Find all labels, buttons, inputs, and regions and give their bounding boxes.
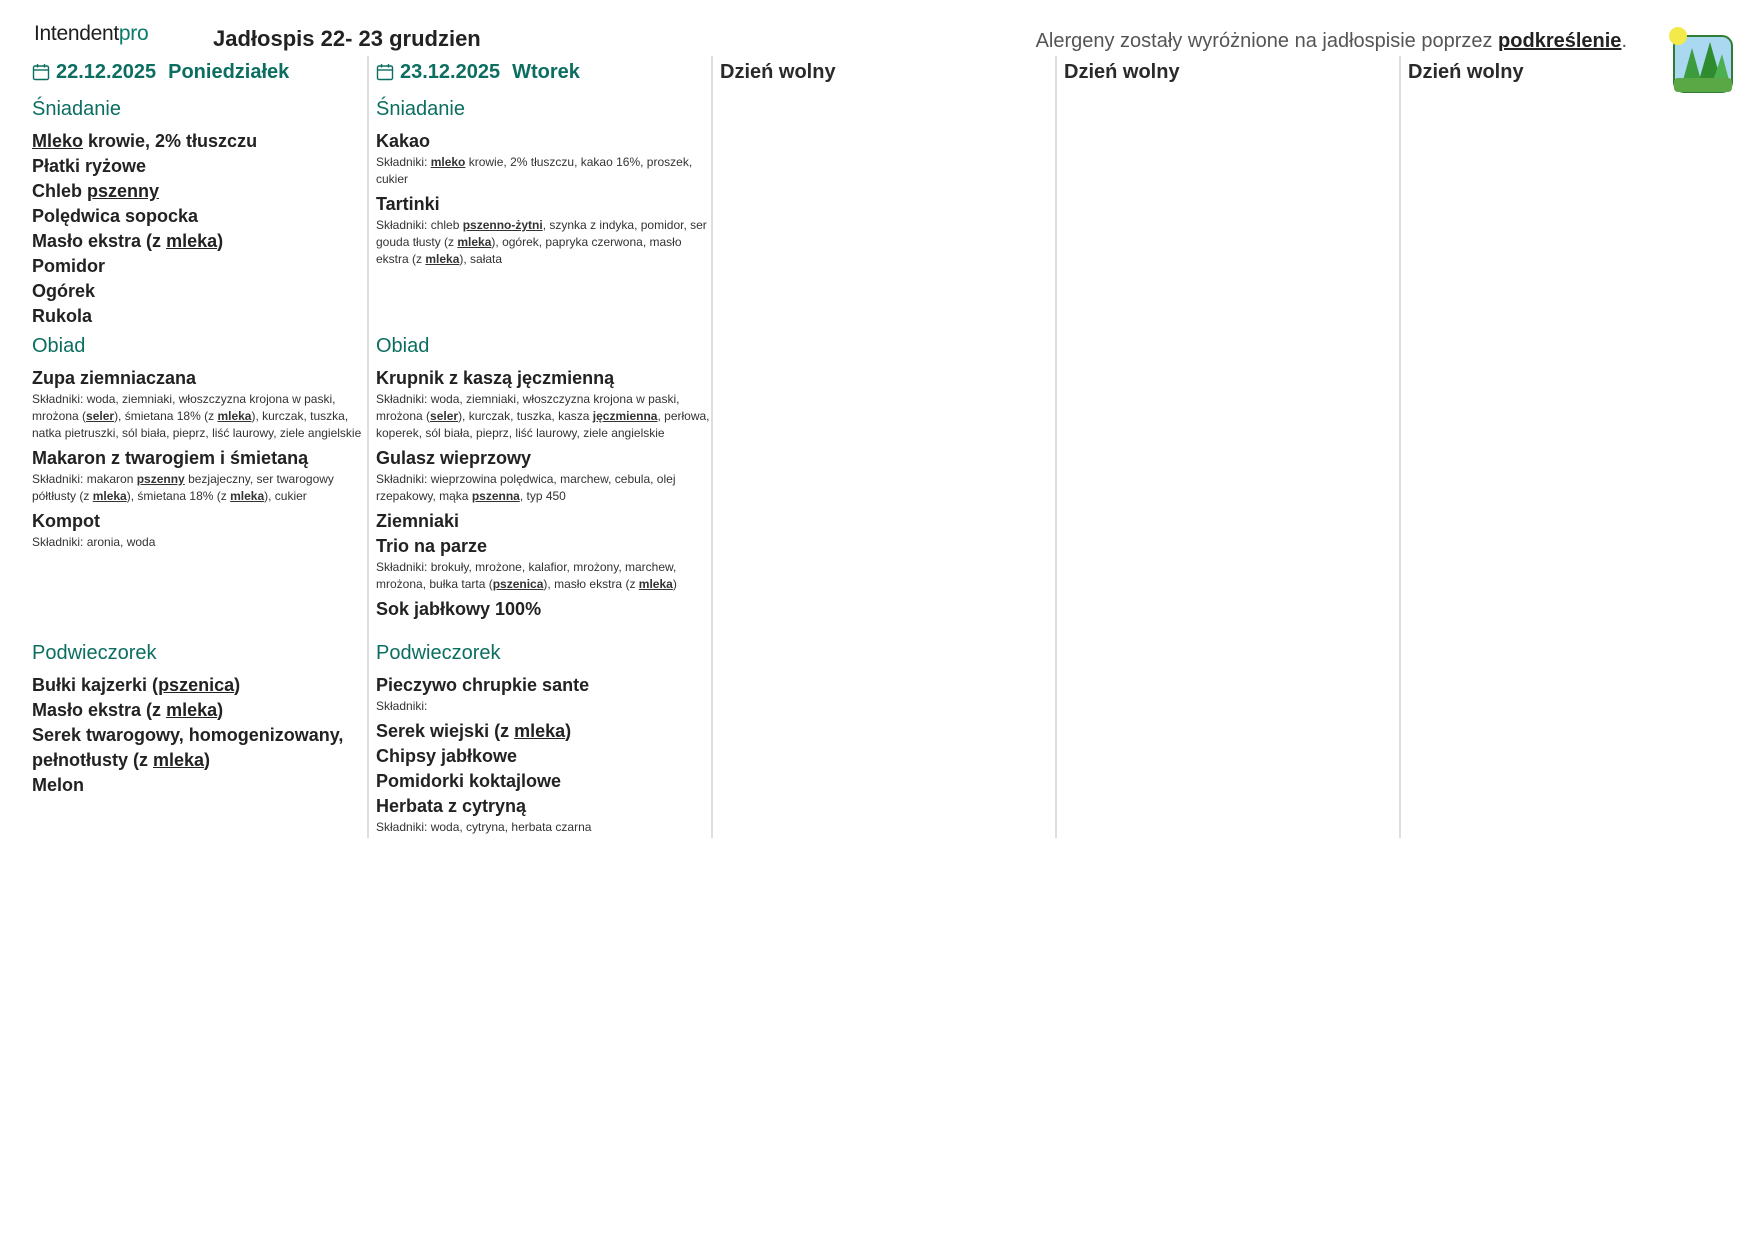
legend-text: Alergeny zostały wyróżnione na jadłospisie poprzez bbox=[1035, 30, 1493, 52]
free-day-label: Dzień wolny bbox=[1408, 61, 1524, 83]
dish: Melon bbox=[32, 775, 84, 795]
legend-emphasis: podkreślenie bbox=[1498, 30, 1622, 52]
day-header bbox=[376, 56, 711, 88]
free-day-label: Dzień wolny bbox=[720, 61, 836, 83]
dish: Chipsy jabłkowe bbox=[376, 746, 518, 766]
dish: Sok jabłkowy 100% bbox=[376, 599, 542, 619]
dish: Pomidorki koktajlowe bbox=[376, 771, 562, 791]
dish: Ogórek bbox=[32, 281, 96, 301]
dish: Gulasz wieprzowy bbox=[376, 448, 532, 468]
dish: Pieczywo chrupkie sante bbox=[376, 675, 590, 695]
day-column-free-1 bbox=[720, 56, 1057, 838]
meal-heading-snack: Podwieczorek bbox=[376, 642, 501, 664]
ingredients: Składniki: chleb pszenno-żytni, szynka z indyka, pomidor, ser gouda tłusty (z mleka), ogórek, papryka czerwona, masło ekstra (z mleka), sałata bbox=[376, 218, 707, 266]
meal-heading-breakfast: Śniadanie bbox=[376, 98, 465, 120]
dish: Herbata z cytryną bbox=[376, 796, 527, 816]
day-column-tuesday bbox=[376, 56, 713, 838]
ingredients: Składniki: makaron pszenny bezjajeczny, ser twarogowy półtłusty (z mleka), śmietana 18% (z mleka), cukier bbox=[32, 472, 334, 503]
page-title: Jadłospis 22- 23 grudzien bbox=[213, 26, 481, 51]
dish: Mleko krowie, 2% tłuszczu bbox=[32, 131, 258, 151]
dish: Krupnik z kaszą jęczmienną bbox=[376, 368, 615, 388]
day-header bbox=[32, 56, 367, 88]
menu-grid bbox=[32, 56, 1602, 838]
day-column-free-2 bbox=[1064, 56, 1401, 838]
ingredients: Składniki: woda, cytryna, herbata czarna bbox=[376, 820, 592, 834]
dish: Ziemniaki bbox=[376, 511, 460, 531]
dish: Trio na parze bbox=[376, 536, 488, 556]
day-date: 23.12.2025 bbox=[400, 61, 501, 83]
ingredients: Składniki: bbox=[376, 699, 428, 713]
dish: Zupa ziemniaczana bbox=[32, 368, 197, 388]
dish: Rukola bbox=[32, 306, 93, 326]
dish: Kompot bbox=[32, 511, 100, 531]
dish: Masło ekstra (z mleka) bbox=[32, 231, 224, 251]
brand-name-part1: Intendent bbox=[34, 22, 119, 45]
dish: Polędwica sopocka bbox=[32, 206, 199, 226]
meal-heading-lunch: Obiad bbox=[376, 335, 430, 357]
day-date: 22.12.2025 bbox=[56, 61, 157, 83]
day-column-monday bbox=[32, 56, 369, 838]
brand-name-part2: pro bbox=[118, 22, 149, 45]
calendar-icon bbox=[376, 63, 394, 81]
meal-heading-snack: Podwieczorek bbox=[32, 642, 157, 664]
dish: Serek wiejski (z mleka) bbox=[376, 721, 572, 741]
calendar-icon bbox=[32, 63, 50, 81]
dish: Bułki kajzerki (pszenica) bbox=[32, 675, 241, 695]
day-weekday: Poniedziałek bbox=[168, 61, 290, 83]
allergen-legend bbox=[1036, 30, 1627, 53]
dish: Płatki ryżowe bbox=[32, 156, 147, 176]
brand-logo bbox=[34, 22, 148, 46]
ingredients: Składniki: woda, ziemniaki, włoszczyzna krojona w paski, mrożona (seler), śmietana 18% (z mleka), kurczak, tuszka, natka pietruszki, sól biała, pieprz, liść laurowy, ziele angielskie bbox=[32, 392, 362, 440]
legend-end: . bbox=[1621, 30, 1627, 52]
day-column-free-3 bbox=[1408, 56, 1743, 838]
ingredients: Składniki: mleko krowie, 2% tłuszczu, kakao 16%, proszek, cukier bbox=[376, 155, 693, 186]
ingredients: Składniki: woda, ziemniaki, włoszczyzna krojona w paski, mrożona (seler), kurczak, tuszka, kasza jęczmienna, perłowa, koperek, sól biała, pieprz, liść laurowy, ziele angielskie bbox=[376, 392, 710, 440]
ingredients: Składniki: aronia, woda bbox=[32, 535, 156, 549]
dish: Masło ekstra (z mleka) bbox=[32, 700, 224, 720]
dish: Tartinki bbox=[376, 194, 440, 214]
ingredients: Składniki: brokuły, mrożone, kalafior, mrożony, marchew, mrożona, bułka tarta (pszenica), masło ekstra (z mleka) bbox=[376, 560, 677, 591]
dish: Serek twarogowy, homogenizowany, pełnotłusty (z mleka) bbox=[32, 725, 344, 770]
day-weekday: Wtorek bbox=[512, 61, 580, 83]
meal-heading-lunch: Obiad bbox=[32, 335, 86, 357]
free-day-label: Dzień wolny bbox=[1064, 61, 1180, 83]
ingredients: Składniki: wieprzowina polędwica, marchew, cebula, olej rzepakowy, mąka pszenna, typ 450 bbox=[376, 472, 676, 503]
dish: Pomidor bbox=[32, 256, 106, 276]
dish: Kakao bbox=[376, 131, 431, 151]
dish: Chleb pszenny bbox=[32, 181, 160, 201]
meal-heading-breakfast: Śniadanie bbox=[32, 98, 121, 120]
dish: Makaron z twarogiem i śmietaną bbox=[32, 448, 309, 468]
